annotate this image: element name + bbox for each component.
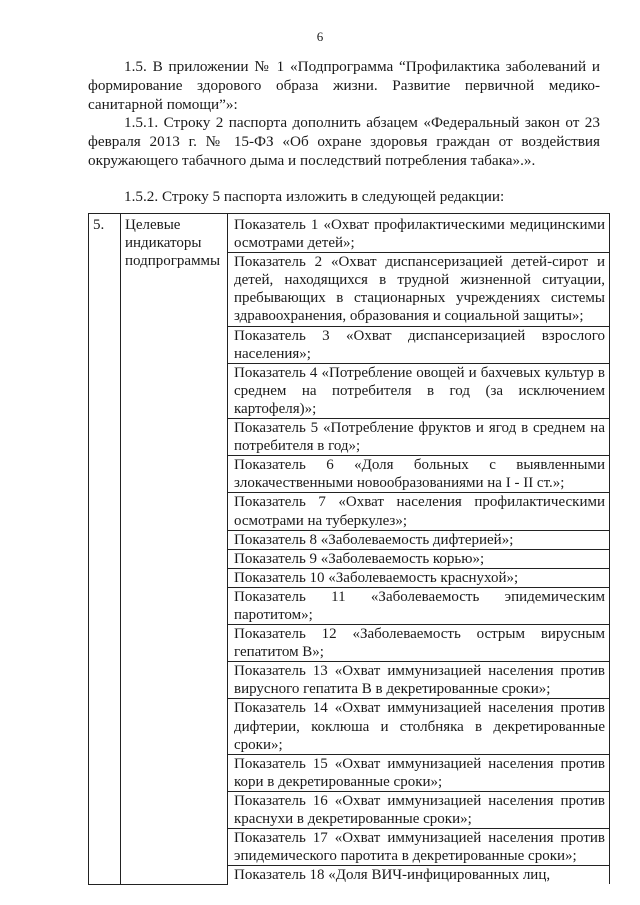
passport-table [88,213,610,885]
indicator-item: Показатель 2 «Охват диспансеризацией детей-сирот и детей, находящихся в трудной жизненной ситуации, пребывающих в стационарных учреждениях системы здравоохранения, образования и социальной защиты»; [228,252,609,325]
indicator-item: Показатель 12 «Заболеваемость острым вирусным гепатитом В»; [228,624,609,661]
indicator-item: Показатель 13 «Охват иммунизацией населения против вирусного гепатита В в декретированные сроки»; [228,661,609,698]
indicator-item: Показатель 9 «Заболеваемость корью»; [228,549,609,568]
indicator-item: Показатель 17 «Охват иммунизацией населения против эпидемического паротита в декретированные сроки»; [228,828,609,865]
indicator-item: Показатель 16 «Охват иммунизацией населения против краснухи в декретированные сроки»; [228,791,609,828]
indicator-item: Показатель 5 «Потребление фруктов и ягод в среднем на потребителя в год»; [228,418,609,455]
indicator-item: Показатель 18 «Доля ВИЧ-инфицированных лиц, [228,865,609,884]
indicator-item: Показатель 14 «Охват иммунизацией населения против дифтерии, коклюша и столбняка в декретированные сроки»; [228,698,609,753]
indicator-item: Показатель 10 «Заболеваемость краснухой»; [228,568,609,587]
row-name-cell: Целевые индикаторы подпрограммы [121,214,228,885]
indicator-item: Показатель 8 «Заболеваемость дифтерией»; [228,530,609,549]
page-number: 6 [316,29,324,44]
paragraph-1-5: 1.5. В приложении № 1 «Подпрограмма “Профилактика заболеваний и формирование здорового образа жизни. Развитие первичной медико-санитарной помощи”»: [88,58,600,113]
paragraph-1-5-1: 1.5.1. Строку 2 паспорта дополнить абзацем «Федеральный закон от 23 февраля 2013 г. № 15-ФЗ «Об охране здоровья граждан от воздействия окружающего табачного дыма и последствий потребления табака».». [88,114,600,169]
indicator-item: Показатель 7 «Охват населения профилактическими осмотрами на туберкулез»; [228,492,609,529]
paragraph-1-5-2: 1.5.2. Строку 5 паспорта изложить в следующей редакции: [124,188,505,205]
indicator-item: Показатель 11 «Заболеваемость эпидемическим паротитом»; [228,587,609,624]
indicator-item: Показатель 4 «Потребление овощей и бахчевых культур в среднем на потребителя в год (за исключением картофеля)»; [228,363,609,418]
table-row [89,214,610,885]
indicator-item: Показатель 6 «Доля больных с выявленными злокачественными новообразованиями на I - II ст.»; [228,455,609,492]
row-number-cell: 5. [89,214,121,885]
indicators-cell [228,214,610,885]
indicator-item: Показатель 15 «Охват иммунизацией населения против кори в декретированные сроки»; [228,754,609,791]
indicator-item: Показатель 1 «Охват профилактическими медицинскими осмотрами детей»; [234,217,605,252]
indicator-item: Показатель 3 «Охват диспансеризацией взрослого населения»; [228,326,609,363]
